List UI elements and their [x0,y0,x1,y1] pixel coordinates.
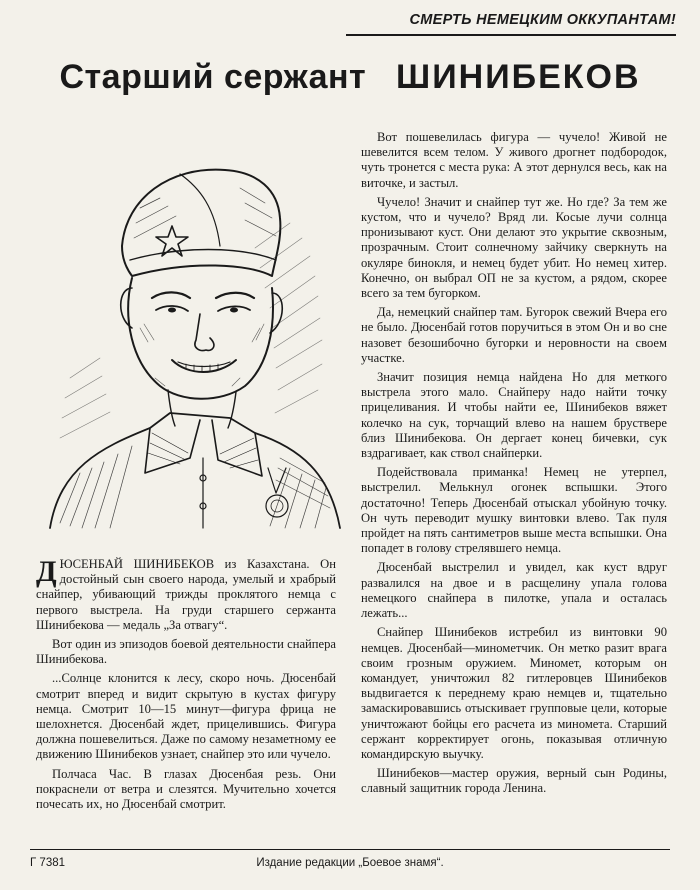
article-paragraph: Снайпер Шинибеков истребил из винтовки 90 немцев. Дюсенбай—минометчик. Он метко разит врага своим грозным оружием. Миномет, которым он командует, уничтожил 82 гитлеровцев Шинибеков выдвигается к переднему краю немцев и, тщательно замаскировавшись отыскивает групповые цели, которые уничтожают бойцы его расчета из миномета. Старший сержант корректирует огонь, показывая отличную командирскую выучку. [361,625,667,761]
article-paragraph: Подействовала приманка! Немец не утерпел, выстрелил. Мелькнул огонек вспышки. Этого достаточно! Теперь Дюсенбай отыскал убойную точку. Он чуть переводит мушку винтовки влево. Так пуля пройдет на пять сантиметров выше места вспышки. Она попадет в голову стрелявшего немца. [361,465,667,556]
print-code: Г 7381 [30,857,66,869]
article-paragraph: Вот пошевелилась фигура — чучело! Живой не шевелится всем телом. У живого дрогнет подбородок, чуть тронется с места рука: А этот дернулся весь, как на виточке, и застыл. [361,130,667,190]
lead-text: ЮСЕНБАЙ ШИНИБЕКОВ из Казахстана. Он достойный сын своего народа, умелый и храбрый снайпер, убивающий трижды проклятого немца с первого выстрела. На груди старшего сержанта Шинибекова — медаль „За отвагу“. [36,557,336,632]
article-paragraph: Значит позиция немца найдена Но для меткого выстрела этого мало. Снайперу надо найти точку прицеливания. И чтобы найти ее, Шинибеков вяжет колечко на сук, торчащий влево на нашем бруствере близ Шинибекова. Он дергает конец бичевки, сук вздрагивает, как ствол снайперки. [361,370,667,461]
background-hatching [60,223,322,438]
article-paragraph: Чучело! Значит и снайпер тут же. Но где? За тем же кустом, что и чучело? Вряд ли. Косые лучи солнца пронизывают куст. Они делают это укрытие сквозным, прозрачным. Стоит солнечному зайчику сверкнуть на окуляре бинокля, и немец будет убит. Но немец хитер. Конечно, он выбрал ОП не за кустом, а рядом, скорее всего за тем бугорком. [361,194,667,301]
article-paragraph: Шинибеков—мастер оружия, верный сын Родины, славный защитник города Ленина. [361,766,667,796]
publisher-note: Издание редакции „Боевое знамя“. [256,857,444,869]
page-title [0,58,700,97]
article-paragraph: Полчаса Час. В глазах Дюсенбая резь. Они покраснели от ветра и слезятся. Мучительно хочется почесать их, но Дюсенбай смотрит. [36,766,336,812]
title-name: ШИНИБЕКОВ [396,58,641,96]
footer-divider [30,849,670,850]
article-paragraph: Дюсенбай выстрелил и увидел, как куст вдруг развалился на двое и в расщелину упала голова немецкого снайпера в пилотке, упала и осталась лежать... [361,560,667,621]
title-rank: Старший сержант [59,58,367,96]
medal [266,468,288,517]
article-left-column [36,557,336,842]
garrison-cap [122,170,280,276]
article-paragraph: Да, немецкий снайпер там. Бугорок свежий Вчера его не было. Дюсенбай готов поручиться в этом Он и во сне назовет безошибочно бугорки и неровности на своем участке. [361,305,667,365]
dropcap: Д [36,557,57,588]
article-paragraph: ...Солнце клонится к лесу, скоро ночь. Дюсенбай смотрит вперед и видит скрытую в кустах фигуру немца. Смотрит 10—15 минут—фигура фрица не шелохнется. Дюсенбай ждет, прицелившись. Фигура должна пошевелиться. Даже по самому незаметному ее движению Шинибеков узнает, снайпер это или чучело. [36,671,336,762]
slogan: СМЕРТЬ НЕМЕЦКИМ ОККУПАНТАМ! [346,12,676,36]
soldier-portrait-image [40,128,370,548]
article-right-column [361,130,667,848]
article-paragraph: Вот один из эпизодов боевой деятельности снайпера Шинибекова. [36,637,336,667]
lead-paragraph [36,557,336,633]
tunic-outline [50,413,340,528]
